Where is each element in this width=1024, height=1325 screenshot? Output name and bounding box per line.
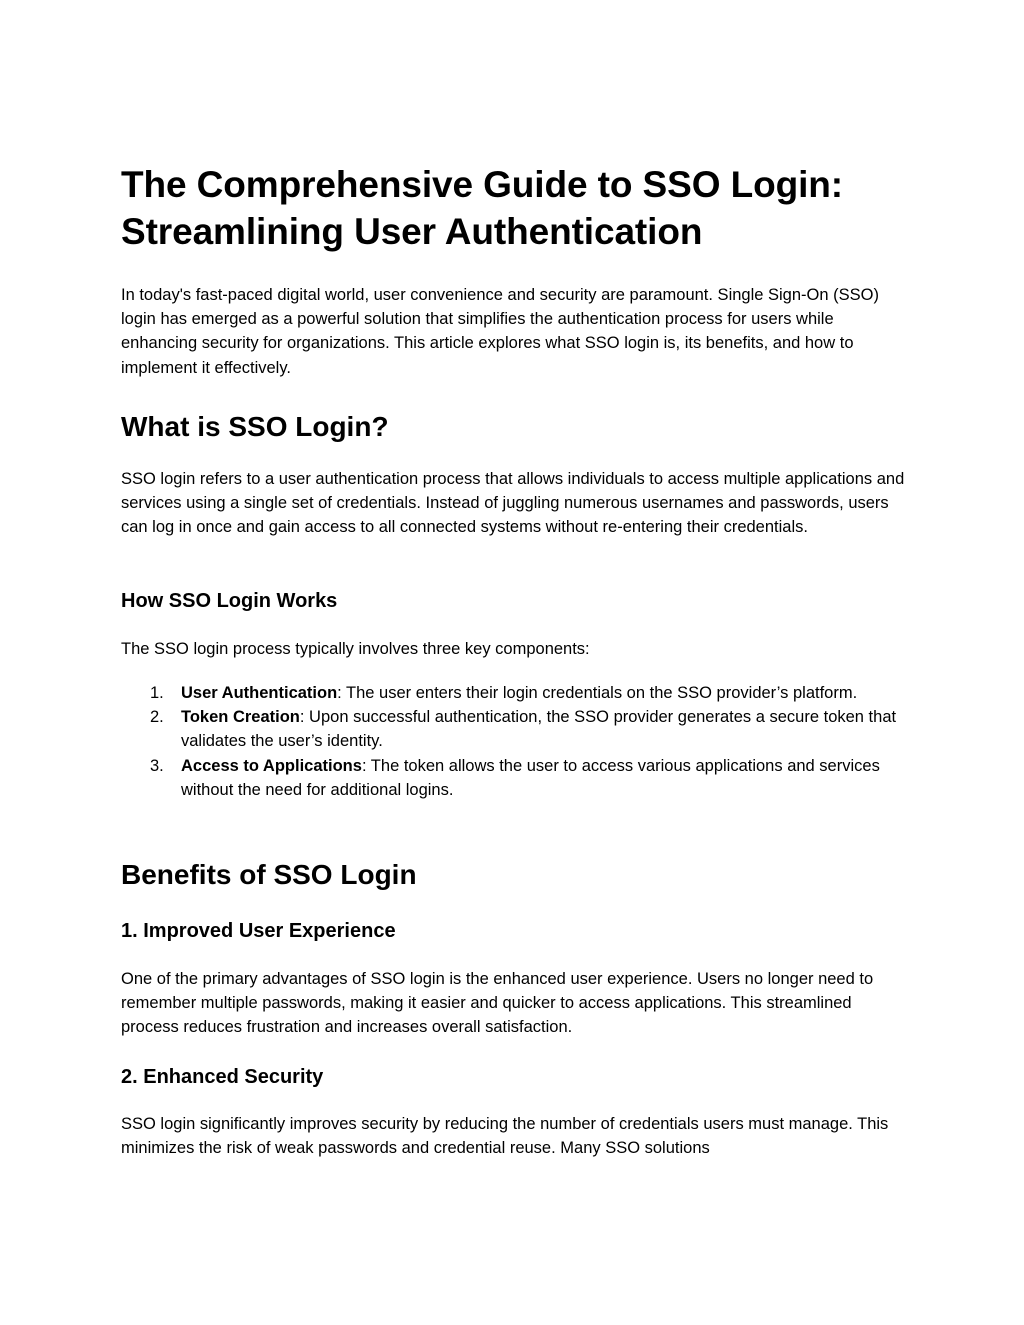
list-item-text: : The user enters their login credentials on the SSO provider’s platform. [337,684,858,702]
list-item-text: : The token allows the user to access various applications and services without the need for additional logins. [181,756,880,799]
heading-how-sso-works: How SSO Login Works [121,590,338,612]
sso-components-list [121,681,911,802]
heading-benefits: Benefits of SSO Login [121,859,417,890]
list-item [121,754,911,802]
what-is-sso-paragraph: SSO login refers to a user authentication process that allows individuals to access multiple applications and services using a single set of credentials. Instead of juggling numerous usernames and passwords, users can log in once and gain access to all connected systems without re-entering their credentials. [121,470,905,537]
list-item-number: 1. [150,684,164,702]
improved-ux-paragraph: One of the primary advantages of SSO login is the enhanced user experience. Users no longer need to remember multiple passwords, making it easier and quicker to access applications. This streamlined process reduces frustration and increases overall satisfaction. [121,970,874,1037]
list-item-number: 3. [150,756,164,775]
list-item-term: Access to Applications [181,756,362,775]
heading-improved-ux: 1. Improved User Experience [121,920,396,942]
heading-what-is-sso: What is SSO Login? [121,411,389,442]
list-item-text: : Upon successful authentication, the SSO provider generates a secure token that validates the user’s identity. [181,708,897,751]
page-title: The Comprehensive Guide to SSO Login: Streamlining User Authentication [121,164,843,252]
heading-enhanced-security: 2. Enhanced Security [121,1066,324,1088]
how-sso-works-paragraph: The SSO login process typically involves three key components: [121,640,590,658]
list-item-term: Token Creation [181,708,300,727]
intro-paragraph: In today's fast-paced digital world, user convenience and security are paramount. Single Sign-On (SSO) login has emerged as a powerful solution that simplifies the authentication process for users while enhancing security for organizations. This article explores what SSO login is, its benefits, and how to implement it effectively. [121,286,879,377]
list-item-number: 2. [150,708,164,727]
list-item [121,681,911,705]
enhanced-security-paragraph: SSO login significantly improves security by reducing the number of credentials users must manage. This minimizes the risk of weak passwords and credential reuse. Many SSO solutions [121,1115,889,1158]
list-item [121,705,911,753]
list-item-term: User Authentication [181,684,338,702]
